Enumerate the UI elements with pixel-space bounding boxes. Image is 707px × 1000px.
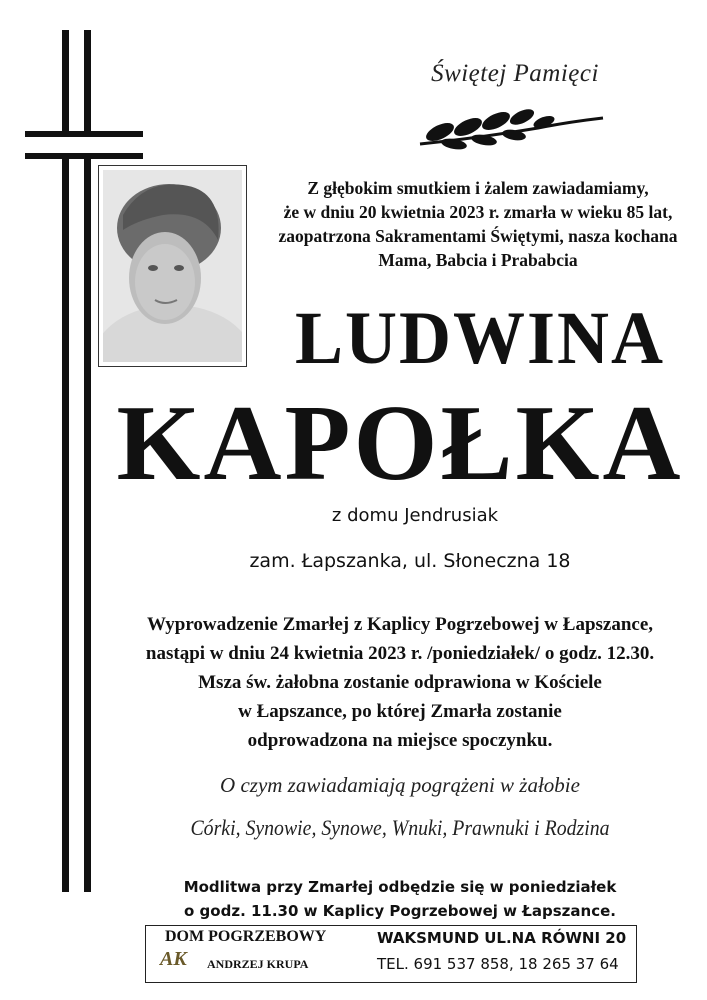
mourners-line: O czym zawiadamiają pogrążeni w żałobie xyxy=(220,773,580,797)
memorial-title: Świętej Pamięci xyxy=(431,60,599,87)
intro-line-3: zaopatrzona Sakramentami Świętymi, nasza kochana xyxy=(278,226,678,246)
ceremony-line-3: Msza św. żałobna zostanie odprawiona w Kościele xyxy=(198,672,602,693)
portrait-photo xyxy=(103,170,242,362)
deceased-last-name: KAPOŁKA xyxy=(116,384,684,503)
family-list: Córki, Synowie, Synowe, Wnuki, Prawnuki i Rodzina xyxy=(190,815,610,840)
intro-line-1: Z głębokim smutkiem i żalem zawiadamiamy, xyxy=(307,178,649,198)
deceased-first-name: LUDWINA xyxy=(294,296,666,380)
funeral-home-name: DOM POGRZEBOWY xyxy=(165,928,327,945)
cross-horizontal-inner xyxy=(25,137,143,153)
prayer-line-1: Modlitwa przy Zmarłej odbędzie się w poniedziałek xyxy=(183,878,617,896)
ceremony-line-1: Wyprowadzenie Zmarłej z Kaplicy Pogrzebowej w Łapszance, xyxy=(146,614,654,635)
prayer-line-2: o godz. 11.30 w Kaplicy Pogrzebowej w Łapszance. xyxy=(184,902,616,920)
funeral-home-phone: TEL. 691 537 858, 18 265 37 64 xyxy=(377,955,619,973)
residence-address: zam. Łapszanka, ul. Słoneczna 18 xyxy=(249,550,571,572)
intro-line-4: Mama, Babcia i Prababcia xyxy=(378,250,578,270)
maiden-name: z domu Jendrusiak xyxy=(331,505,499,526)
cross-vertical-inner xyxy=(69,30,84,892)
intro-line-2: że w dniu 20 kwietnia 2023 r. zmarła w wieku 85 lat, xyxy=(283,202,673,222)
cross-center-fill xyxy=(69,137,84,153)
ceremony-line-4: w Łapszance, po której Zmarła zostanie xyxy=(238,701,562,722)
funeral-home-owner: ANDRZEJ KRUPA xyxy=(207,957,309,971)
ceremony-details xyxy=(100,610,700,755)
laurel-branch-icon xyxy=(418,108,608,150)
ceremony-line-5: odprowadzona na miejsce spoczynku. xyxy=(247,730,553,751)
funeral-home-logo: AK xyxy=(160,948,187,970)
prayer-notice xyxy=(130,875,670,923)
announcement-intro xyxy=(258,176,698,272)
portrait-photo-frame xyxy=(98,165,247,367)
funeral-home-address: WAKSMUND UL.NA RÓWNI 20 xyxy=(377,929,627,947)
ceremony-line-2: nastąpi w dniu 24 kwietnia 2023 r. /poniedziałek/ o godz. 12.30. xyxy=(145,643,655,664)
